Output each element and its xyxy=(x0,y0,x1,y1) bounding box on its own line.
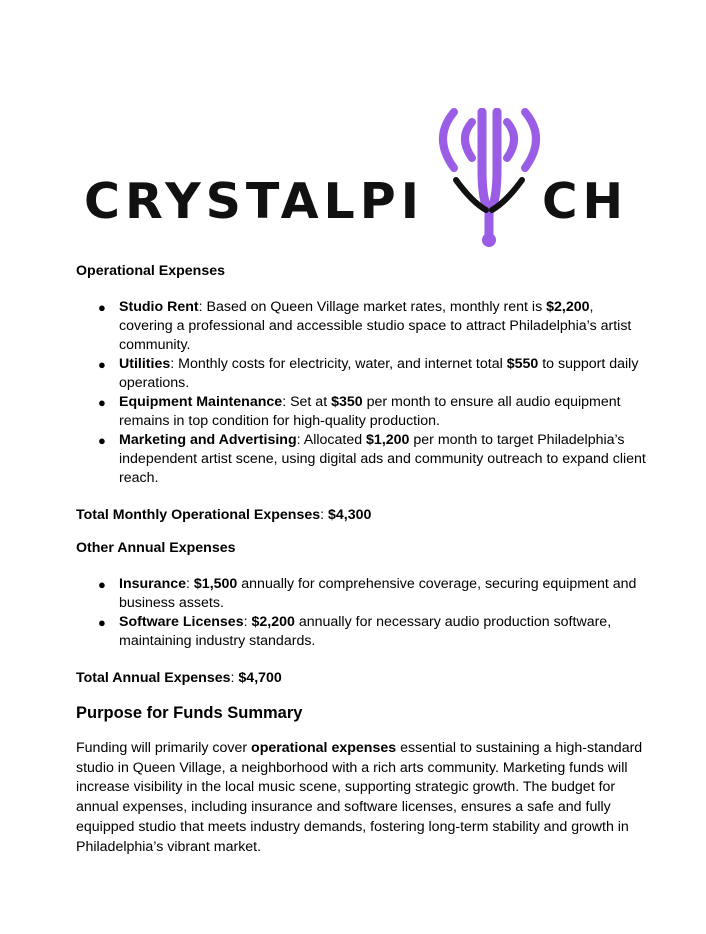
item-label: Marketing and Advertising xyxy=(119,432,297,448)
total-separator: : xyxy=(230,670,239,686)
item-text: per month to target Philadelphia’s independent artist scene, using digital ads and community outreach to expand client reach. xyxy=(119,432,646,486)
item-text: : Allocated xyxy=(296,432,367,448)
bullet-dot: ● xyxy=(98,615,106,630)
total-value: $4,700 xyxy=(238,670,282,686)
item-amount: $550 xyxy=(506,356,539,372)
purpose-summary-paragraph xyxy=(76,739,646,857)
tuning-fork-base-dot xyxy=(482,233,496,247)
list-item-marketing-advertising xyxy=(76,431,646,488)
item-text: : Set at xyxy=(282,394,332,410)
logo-graphic xyxy=(84,108,630,250)
list-item-studio-rent xyxy=(76,298,646,355)
item-label: Studio Rent xyxy=(119,299,199,315)
list-item-software-licenses xyxy=(76,613,646,651)
item-text: : Monthly costs for electricity, water, and internet total xyxy=(170,356,507,372)
bullet-dot: ● xyxy=(98,357,106,372)
tuning-fork-icon xyxy=(443,112,536,236)
summary-bold-text: operational expenses xyxy=(251,740,397,756)
item-amount: $2,200 xyxy=(251,614,295,630)
item-text: to support daily operations. xyxy=(119,356,639,391)
document-body xyxy=(76,262,646,857)
item-text: annually for necessary audio production software, maintaining industry standards. xyxy=(119,614,612,649)
total-label: Total Annual Expenses xyxy=(76,670,231,686)
item-amount: $1,200 xyxy=(366,432,410,448)
item-label: Equipment Maintenance xyxy=(119,394,283,410)
operational-expenses-list xyxy=(76,298,646,488)
logo-text-right: CH xyxy=(542,173,628,230)
purpose-summary-title: Purpose for Funds Summary xyxy=(76,704,303,722)
operational-expenses-heading: Operational Expenses xyxy=(76,263,226,279)
bullet-dot: ● xyxy=(98,433,106,448)
bullet-dot: ● xyxy=(98,577,106,592)
item-amount: $2,200 xyxy=(546,299,590,315)
total-separator: : xyxy=(320,507,329,523)
list-item-equipment-maintenance xyxy=(76,393,646,431)
item-label: Utilities xyxy=(119,356,171,372)
total-monthly-operational xyxy=(76,506,646,525)
other-annual-expenses-heading: Other Annual Expenses xyxy=(76,540,236,556)
total-annual-expenses xyxy=(76,669,646,688)
logo-text-left: CRYSTALPI xyxy=(84,173,424,230)
crystalpitch-logo xyxy=(84,108,630,250)
bullet-dot: ● xyxy=(98,395,106,410)
summary-text: essential to sustaining a high-standard studio in Queen Village, a neighborhood with a rich arts community. Marketing funds will increase visibility in the local music scene, supporting strategic growth. The budget for annual expenses, including insurance and software licenses, ensures a safe and fully equipped studio that meets industry demands, fostering long-term stability and growth in Philadelphia’s vibrant market. xyxy=(76,740,643,855)
total-value: $4,300 xyxy=(328,507,372,523)
item-label: Software Licenses xyxy=(119,614,244,630)
item-amount: $350 xyxy=(331,394,363,410)
list-item-utilities xyxy=(76,355,646,393)
list-item-insurance xyxy=(76,575,646,613)
item-text: : Based on Queen Village market rates, monthly rent is xyxy=(198,299,547,315)
item-label: Insurance xyxy=(119,576,187,592)
summary-text: Funding will primarily cover xyxy=(76,740,252,756)
item-amount: $1,500 xyxy=(193,576,238,592)
total-label: Total Monthly Operational Expenses xyxy=(76,507,321,523)
item-text: : xyxy=(186,576,194,592)
item-text: , covering a professional and accessible studio space to attract Philadelphia’s artist community. xyxy=(119,299,632,353)
bullet-dot: ● xyxy=(98,300,106,315)
item-text: per month to ensure all audio equipment remains in top condition for high-quality production. xyxy=(119,394,621,429)
annual-expenses-list xyxy=(76,575,646,651)
item-text: annually for comprehensive coverage, securing equipment and business assets. xyxy=(119,576,637,611)
item-text: : xyxy=(243,614,252,630)
